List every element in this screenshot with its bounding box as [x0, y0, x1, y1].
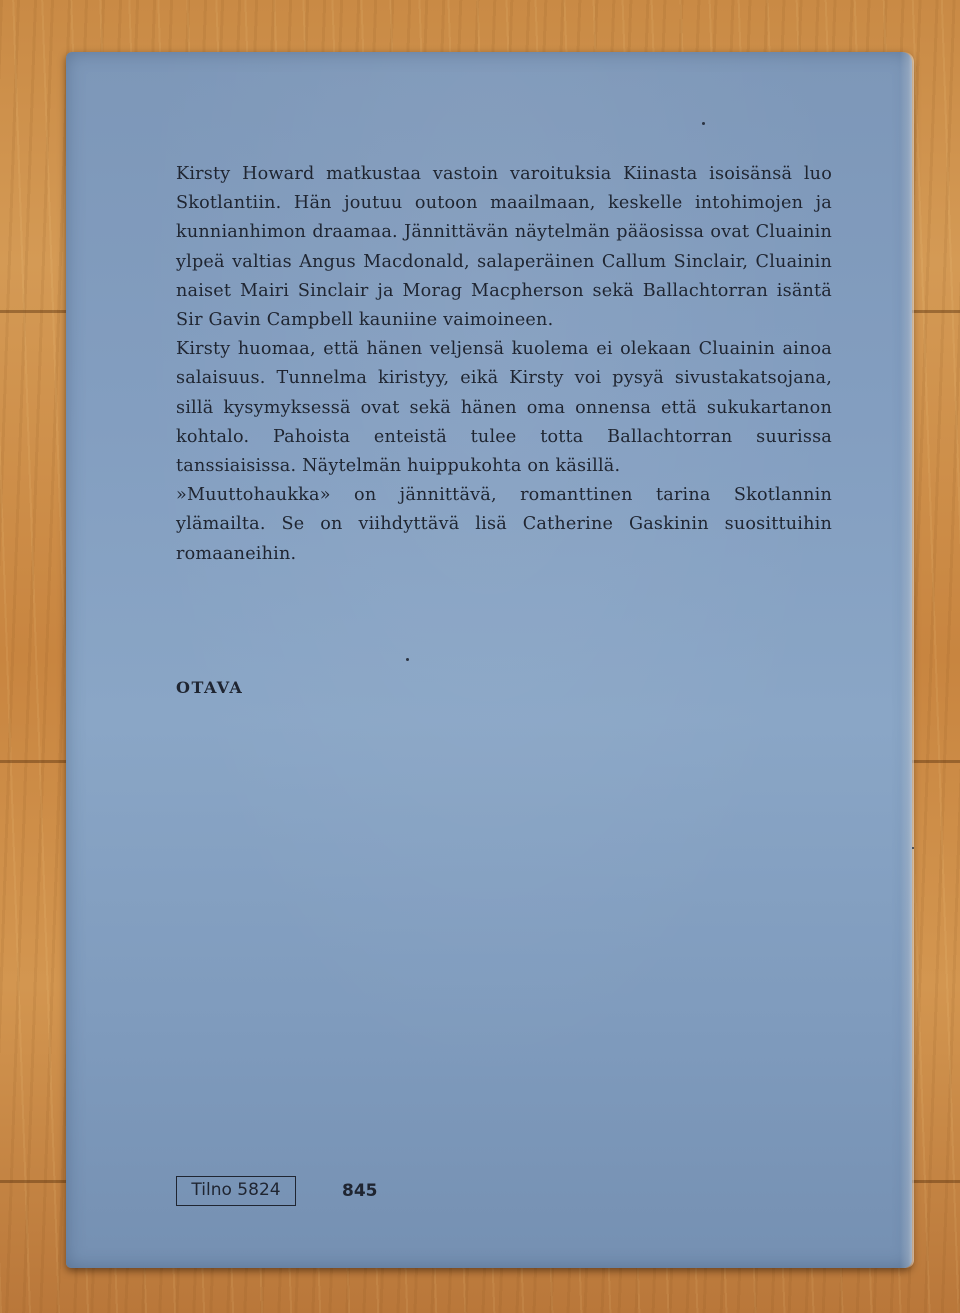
cover-edge-wear	[900, 52, 914, 1268]
blurb-paragraph-2: Kirsty huomaa, että hänen veljensä kuolema ei olekaan Cluainin ainoa salaisuus. Tunnelma kiristyy, eikä Kirsty voi pysyä sivustakatsojana, sillä kysymyksessä ovat sekä hänen oma onnensa että sukukartanon kohtalo. Pahoista enteistä tulee totta Ballachtorran suurissa tanssiaisissa. Näytelmän huippukohta on käsillä.	[176, 339, 832, 477]
publisher-name: OTAVA	[176, 678, 244, 697]
cover-speck	[912, 847, 914, 849]
catalog-label-box: Tilno 5824	[176, 1176, 296, 1206]
blurb-paragraph-3: »Muuttohaukka» on jännittävä, romanttinen tarina Skotlannin ylämailta. Se on viihdyttävä lisä Catherine Gaskinin suosittuihin romaaneihin.	[176, 485, 832, 564]
blurb-paragraph-1: Kirsty Howard matkustaa vastoin varoituksia Kiinasta isoisänsä luo Skotlantiin. Hän joutuu outoon maailmaan, keskelle intohimojen ja kunnianhimon draamaa. Jännittävän näytelmän pääosissa ovat Cluainin ylpeä valtias Angus Macdonald, salaperäinen Callum Sinclair, Cluainin naiset Mairi Sinclair ja Morag Macpherson sekä Ballachtorran isäntä Sir Gavin Campbell kauniine vaimoineen.	[176, 164, 832, 331]
cover-speck	[702, 122, 705, 125]
catalog-number: 845	[342, 1181, 378, 1201]
cover-speck	[406, 658, 409, 661]
book-back-cover	[66, 52, 912, 1268]
cover-blurb	[176, 160, 832, 569]
